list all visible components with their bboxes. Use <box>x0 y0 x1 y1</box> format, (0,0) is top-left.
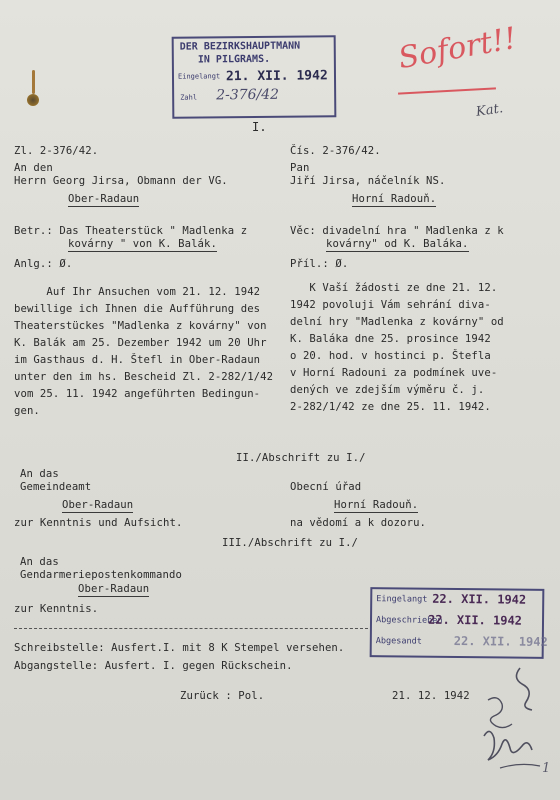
body-german-line: gen. <box>14 405 40 417</box>
ref-czech: Čís. 2-376/42. <box>290 145 381 157</box>
ref-german: Zl. 2-376/42. <box>14 145 99 157</box>
footer-schreibstelle: Schreibstelle: Ausfert.I. mit 8 K Stempel versehen. <box>14 642 345 654</box>
stamp-received-label: Eingelangt <box>177 72 221 81</box>
stamp-authority-line2: IN PILGRAMS. <box>197 53 271 66</box>
staple-mark <box>32 70 35 94</box>
body-czech-line: delní hry "Madlenka z kovárny" od <box>290 316 504 328</box>
punch-hole <box>27 94 39 106</box>
stamp-ref-label: Zahl <box>180 93 198 102</box>
signature-stroke <box>516 668 532 710</box>
body-german-line: vom 25. 11. 1942 angeführten Bedingun- <box>14 388 261 400</box>
footer-abgangstelle: Abgangstelle: Ausfert. I. gegen Rückschein. <box>14 660 293 672</box>
section-iii-line3: Ober-Radaun <box>78 583 150 595</box>
subject-german-line1: Betr.: Das Theaterstück " Madlenka z <box>14 225 248 237</box>
urgent-annotation: Sofort!! <box>395 20 520 77</box>
subject-czech-line2: kovárny" od K. Baláka. <box>326 238 469 250</box>
page-number: 1 <box>542 761 551 776</box>
body-czech-line: 1942 povoluji Vám sehrání diva- <box>290 299 491 311</box>
stamp-received-date: 21. XII. 1942 <box>225 68 328 85</box>
subject-czech-line1: Věc: divadelní hra " Madlenka z k <box>290 225 504 237</box>
section-ii-german-line3: Ober-Radaun <box>62 499 134 511</box>
subject-german-line2: kovárny " von K. Balák. <box>68 238 217 250</box>
section-ii-german-line4: zur Kenntnis und Aufsicht. <box>14 517 183 529</box>
body-czech-line: v Horní Radouni za podmínek uve- <box>290 367 498 379</box>
section-ii-heading: II./Abschrift zu I./ <box>236 452 366 464</box>
footer-separator <box>14 628 368 629</box>
red-underline <box>398 87 496 94</box>
section-ii-czech-line2: Horní Radouň. <box>334 499 419 511</box>
stamp-row1-date: 22. XII. 1942 <box>432 591 527 607</box>
signature-stroke <box>488 698 512 728</box>
address-czech-line1: Pan <box>290 162 310 174</box>
footer-return-note: Zurück : Pol. <box>180 690 265 702</box>
body-german-line: Auf Ihr Ansuchen vom 21. 12. 1942 <box>14 286 261 298</box>
received-stamp-top <box>172 35 337 118</box>
address-german-line3: Ober-Radaun <box>68 193 140 205</box>
address-czech-line3: Horní Radouň. <box>352 193 437 205</box>
stamp-row2-date: 22. XII. 1942 <box>427 612 523 628</box>
stamp-row3-label: Abgesandt <box>375 636 422 647</box>
signature-stroke <box>484 731 532 760</box>
initial-annotation: Kat. <box>475 101 505 120</box>
body-german-line: unter den im hs. Bescheid Zl. 2-282/1/42 <box>14 371 274 383</box>
signature-stroke <box>500 764 540 768</box>
body-czech-line: 2-282/1/42 ze dne 25. 11. 1942. <box>290 401 491 413</box>
body-czech-line: o 20. hod. v hostinci p. Štefla <box>290 350 491 362</box>
body-german-line: Theaterstückes "Madlenka z kovárny" von <box>14 320 267 332</box>
address-german-line1: An den <box>14 162 53 174</box>
body-german-line: im Gasthaus d. H. Štefl in Ober-Radaun <box>14 354 261 366</box>
section-i-heading: I. <box>252 120 267 134</box>
stamp-row2-label: Abgeschrieben <box>375 615 443 626</box>
body-czech-line: K. Baláka dne 25. prosince 1942 <box>290 333 491 345</box>
address-german-line2: Herrn Georg Jirsa, Obmann der VG. <box>14 175 228 187</box>
section-iii-line2: Gendarmeriepostenkommando <box>20 569 182 581</box>
section-ii-czech-line3: na vědomí a k dozoru. <box>290 517 427 529</box>
section-ii-german-line1: An das <box>20 468 59 480</box>
stamp-row3-date: 22. XII. 1942 <box>453 633 548 649</box>
stamp-authority-line1: DER BEZIRKSHAUPTMANN <box>179 40 301 53</box>
section-ii-german-line2: Gemeindeamt <box>20 481 92 493</box>
address-czech-line2: Jiří Jirsa, náčelník NS. <box>290 175 446 187</box>
footer-date: 21. 12. 1942 <box>392 690 470 702</box>
section-iii-line1: An das <box>20 556 59 568</box>
body-czech-line: K Vaší žádosti ze dne 21. 12. <box>290 282 498 294</box>
body-german-line: K. Balák am 25. Dezember 1942 um 20 Uhr <box>14 337 267 349</box>
body-czech-line: dených ve zdejším výměru č. j. <box>290 384 485 396</box>
enclosure-czech: Příl.: Ø. <box>290 258 349 270</box>
section-ii-czech-line1: Obecní úřad <box>290 481 362 493</box>
stamp-row1-label: Eingelangt <box>376 594 428 605</box>
body-german-line: bewillige ich Ihnen die Aufführung des <box>14 303 261 315</box>
dispatch-stamp <box>370 587 548 659</box>
section-iii-line4: zur Kenntnis. <box>14 603 99 615</box>
enclosure-german: Anlg.: Ø. <box>14 258 73 270</box>
section-iii-heading: III./Abschrift zu I./ <box>222 537 359 549</box>
stamp-ref-value: 2-376/42 <box>216 86 280 104</box>
